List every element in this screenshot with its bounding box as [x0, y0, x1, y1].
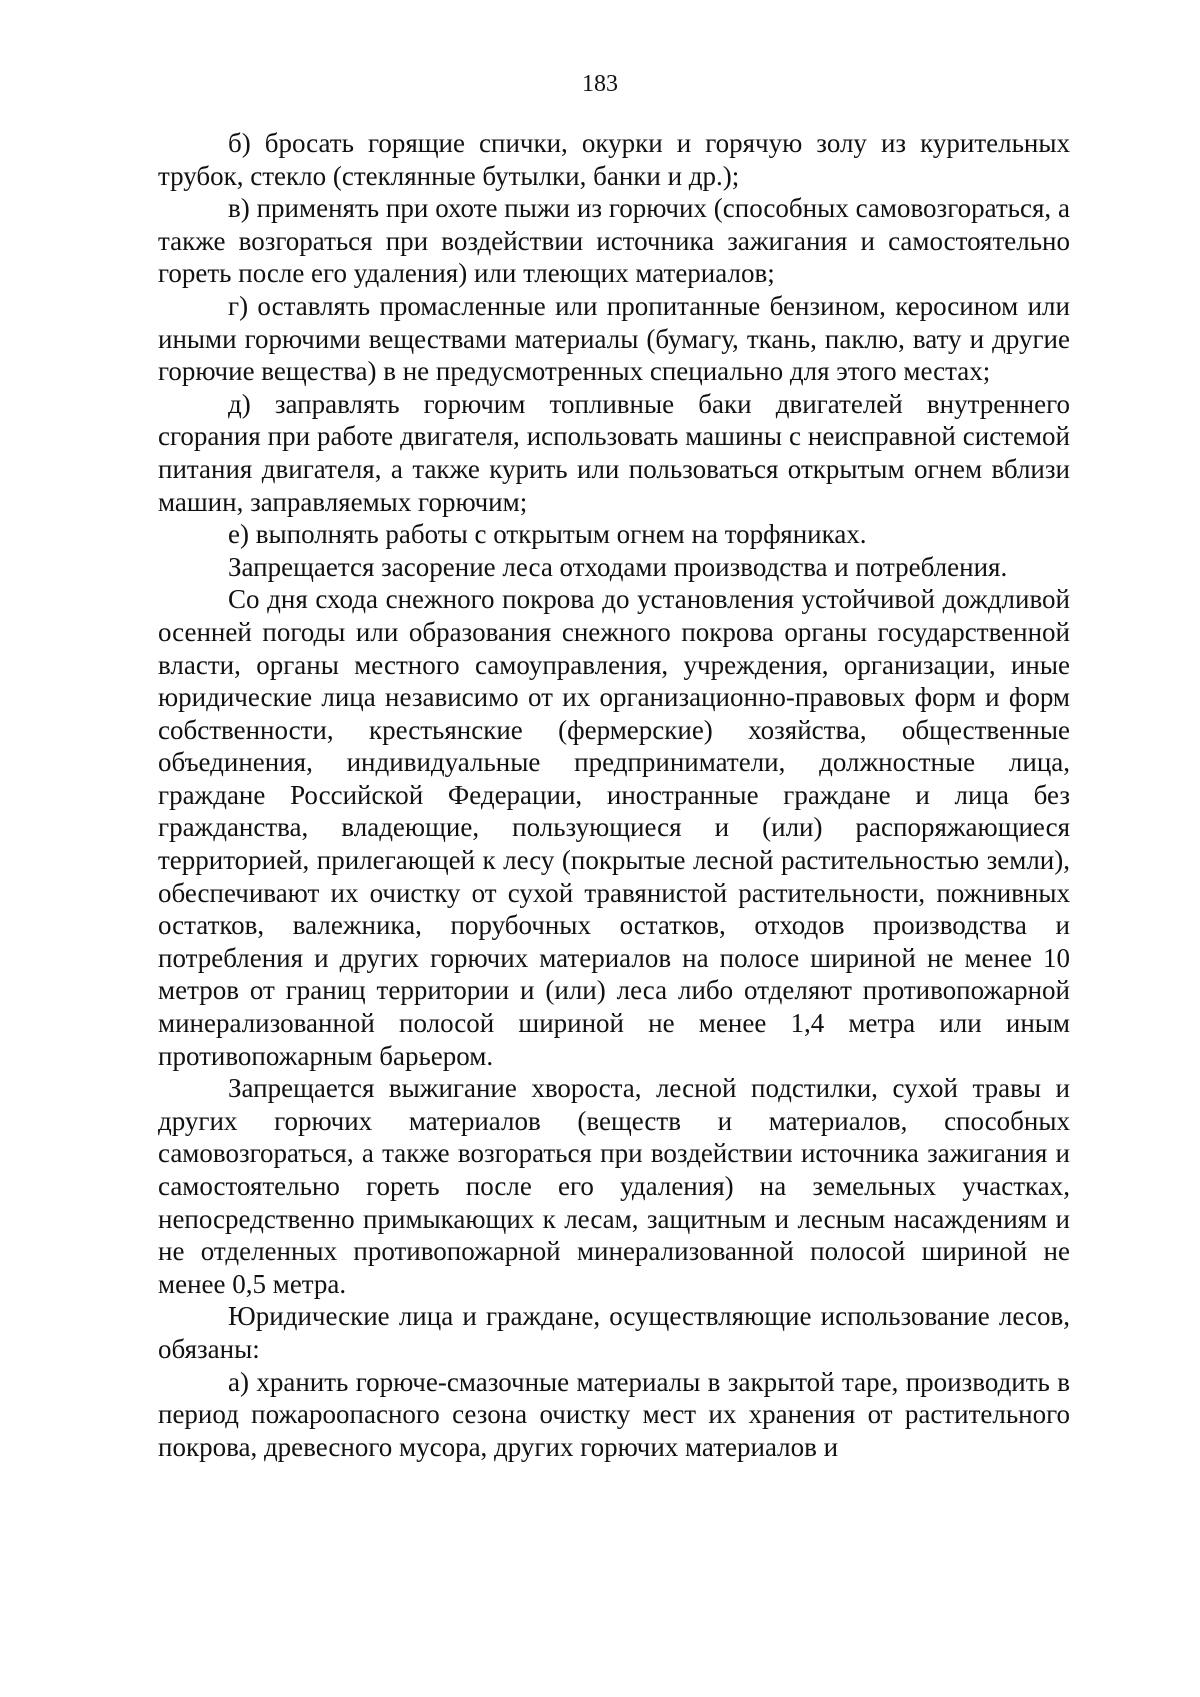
paragraph-item-g: г) оставлять промасленные или пропитанные бензином, керосином или иными горючими веществами материалы (бумагу, ткань, паклю, вату и другие горючие вещества) в не предусмотренных специально для этого местах;	[158, 290, 1070, 387]
paragraph-item-v: в) применять при охоте пыжи из горючих (способных самовозгораться, а также возгораться при воздействии источника зажигания и самостоятельно гореть после его удаления) или тлеющих материалов;	[158, 193, 1070, 289]
paragraph-item-a: а) хранить горюче-смазочные материалы в закрытой таре, производить в период пожароопасного сезона очистку мест их хранения от растительного покрова, древесного мусора, других горючих материалов и	[158, 1366, 1070, 1462]
paragraph-clearing-duty: Со дня схода снежного покрова до установления устойчивой дождливой осенней погоды или образования снежного покрова органы государственной власти, органы местного самоуправления, учреждения, организации, иные юридические лица независимо от их организационно-правовых форм и форм собственности, крестьянские (фермерские) хозяйства, общественные объединения, индивидуальные предприниматели, должностные лица, граждане Российской Федерации, иностранные граждане и лица без гражданства, владеющие, пользующиеся и (или) распоряжающиеся территорией, прилегающей к лесу (покрытые лесной растительностью земли), обеспечивают их очистку от сухой травянистой растительности, пожнивных остатков, валежника, порубочных остатков, отходов производства и потребления и других горючих материалов на полосе шириной не менее 10 метров от границ территории и (или) леса либо отделяют противопожарной минерализованной полосой шириной не менее 1,4 метра или иным противопожарным барьером.	[158, 584, 1070, 1071]
document-body	[158, 127, 1070, 1463]
paragraph-obligations-intro: Юридические лица и граждане, осуществляющие использование лесов, обязаны:	[158, 1301, 1070, 1364]
paragraph-burning-ban: Запрещается выжигание хвороста, лесной подстилки, сухой травы и других горючих материалов (веществ и материалов, способных самовозгораться, а также возгораться при воздействии источника зажигания и самостоятельно гореть после его удаления) на земельных участках, непосредственно примыкающих к лесам, защитным и лесным насаждениям и не отделенных противопожарной минерализованной полосой шириной не менее 0,5 метра.	[158, 1073, 1070, 1299]
paragraph-item-d: д) заправлять горючим топливные баки двигателей внутреннего сгорания при работе двигателя, использовать машины с неисправной системой питания двигателя, а также курить или пользоваться открытым огнем вблизи машин, заправляемых горючим;	[158, 388, 1070, 517]
paragraph-littering-ban: Запрещается засорение леса отходами производства и потребления.	[228, 551, 1008, 582]
page-number: 183	[582, 71, 618, 97]
paragraph-item-e: е) выполнять работы с открытым огнем на торфяниках.	[228, 519, 867, 550]
paragraph-item-b: б) бросать горящие спички, окурки и горячую золу из курительных трубок, стекло (стеклянные бутылки, банки и др.);	[158, 128, 1070, 191]
